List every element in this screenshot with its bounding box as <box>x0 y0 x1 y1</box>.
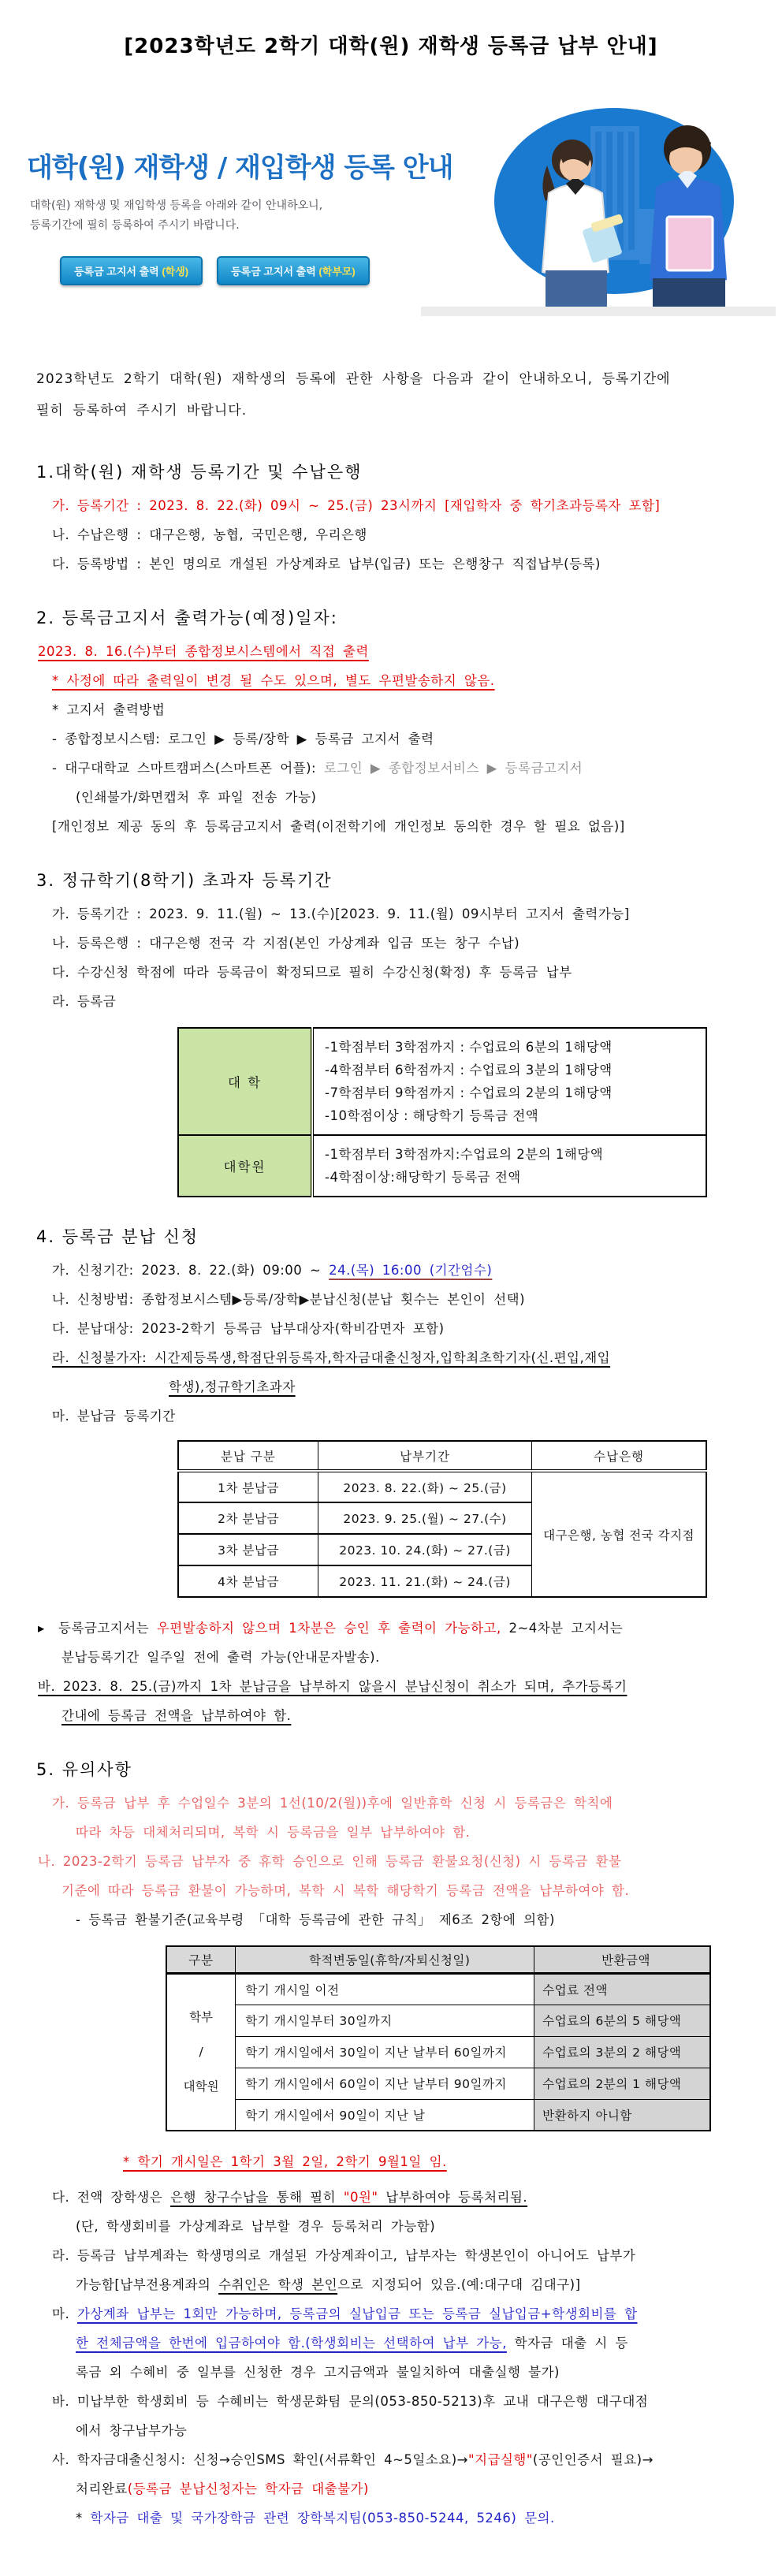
section5-item-ga-line1: 가. 등록금 납부 후 수업일수 3분의 1선(10/2(월))후에 일반휴학 신청 시 등록금은 학칙에 <box>52 1796 613 1811</box>
section2-smartcampus-note: (인쇄불가/화면캡처 후 파일 전송 가능) <box>76 790 317 805</box>
section4-bill-note-prefix: 등록금고지서는 <box>58 1621 157 1636</box>
section5-notes <box>0 2147 782 2533</box>
installment3-name: 3차 분납금 <box>178 1534 318 1565</box>
section5-virtual-prefix: 마. <box>52 2306 77 2321</box>
section2-heading: 2. 등록금고지서 출력가능(예정)일자: <box>36 609 338 627</box>
print-bill-parent-suffix: (학부모) <box>318 266 356 277</box>
tuition-univ-line1: -1학점부터 3학점까지 : 수업료의 6분의 1해당액 <box>325 1040 613 1055</box>
refund-row4-event: 학기 개시일에서 60일이 지난 날부터 90일까지 <box>236 2068 534 2099</box>
section5-item-ma-line3: 록금 외 수혜비 중 일부를 신청한 경우 고지금액과 불일치하여 대출실행 불가) <box>76 2365 560 2380</box>
installment1-period: 2023. 8. 22.(화) ~ 25.(금) <box>318 1471 531 1502</box>
section4-excluded-line2: 학생),정규학기초과자 <box>169 1379 296 1394</box>
section3-item-da: 다. 수강신청 학점에 따라 등록금이 확정되므로 필히 수강신청(확정) 후 등록금 납부 <box>52 965 572 980</box>
floor-strip <box>421 307 776 316</box>
section5-welfare-team-contact: 학자금 대출 및 국가장학금 관련 장학복지팀(053-850-5244, 5246) 문의. <box>90 2511 555 2526</box>
print-bill-student-suffix: (학생) <box>162 266 189 277</box>
banner-description-line1: 대학(원) 재학생 및 재입학생 등록을 아래와 같이 안내하오니, <box>30 199 323 212</box>
section5-account-prefix: 가능함[납부전용계좌의 <box>76 2277 219 2292</box>
section5-payee-underlined: 수취인은 학생 본인 <box>218 2277 338 2292</box>
section5-virtual-blue-line1: 가상계좌 납부는 1회만 가능하며, 등록금의 실납입금 또는 등록금 실납입금+학생회비를 합 <box>76 2306 638 2321</box>
section2-smartcampus-prefix: - 대구대학교 스마트캠퍼스(스마트폰 어플): <box>52 761 324 776</box>
section5-item-da-line2: (단, 학생회비를 가상계좌로 납부할 경우 등록처리 가능함) <box>76 2219 436 2234</box>
section4-item-ga <box>52 1256 782 1285</box>
print-bill-parent-button[interactable] <box>217 256 370 285</box>
section5-item-ra-line1: 라. 등록금 납부계좌는 학생명의로 개설된 가상계좌이고, 납부자는 학생본인이 아니어도 납부가 <box>52 2248 636 2263</box>
semester-start-note-text: * 학기 개시일은 1학기 3월 2일, 2학기 9월1일 임. <box>123 2154 447 2169</box>
section5-scholar-underlined <box>170 2190 527 2205</box>
semester-start-note <box>52 2147 782 2176</box>
installment4-name: 4차 분납금 <box>178 1565 318 1597</box>
refund-row5-amount: 반환하지 아니함 <box>534 2099 710 2131</box>
tuition-univ-line3: -7학점부터 9학점까지 : 수업료의 2분의 1해당액 <box>325 1085 613 1100</box>
banner-buttons <box>60 256 370 285</box>
section5-heading: 5. 유의사항 <box>36 1760 132 1779</box>
installment4-period: 2023. 11. 21.(화) ~ 24.(금) <box>318 1565 531 1597</box>
registration-banner <box>6 78 776 316</box>
print-bill-student-button[interactable] <box>60 256 203 285</box>
section2-items <box>0 637 782 841</box>
section2-smartcampus-steps: 로그인 ▶ 종합정보서비스 ▶ 등록금고지서 <box>323 761 583 776</box>
refund-row3-amount: 수업료의 3분의 2 해당액 <box>534 2036 710 2068</box>
installment-table <box>177 1440 707 1598</box>
section5-items <box>0 1789 782 1934</box>
section3-item-ra: 라. 등록금 <box>52 994 117 1009</box>
section5-virtual-black-line2: 학자금 대출 시 등 <box>506 2336 628 2351</box>
section2-privacy-note: [개인정보 제공 동의 후 등록금고지서 출력(이전학기에 개인정보 동의한 경우 할 필요 없음)] <box>52 819 625 834</box>
refund-header-group: 구분 <box>166 1946 236 1973</box>
section5-item-sa-line2 <box>52 2474 782 2503</box>
refund-group-line3: 대학원 <box>183 2079 219 2094</box>
section5-loan-restriction-red: (등록금 분납신청자는 학자금 대출불가) <box>127 2481 369 2496</box>
section2-print-caution: * 사정에 따라 출력일이 변경 될 수도 있으며, 별도 우편발송하지 않음. <box>52 673 495 688</box>
table-row <box>166 2005 710 2036</box>
refund-row4-amount: 수업료의 2분의 1 해당액 <box>534 2068 710 2099</box>
section5-item-na-line2: 기준에 따라 등록금 환불이 가능하며, 복학 시 복학 해당학기 등록금 전액을 납부하여야 함. <box>61 1883 630 1898</box>
banner-description <box>30 196 322 236</box>
section4-apply-deadline: 24.(목) 16:00 (기간엄수) <box>329 1263 493 1278</box>
section5-item-ra-line2 <box>52 2270 782 2299</box>
section4-item-ra-line2 <box>52 1372 782 1402</box>
section4-item-da: 다. 분납대상: 2023-2학기 등록금 납부대상자(학비감면자 포함) <box>52 1321 445 1336</box>
tuition-table <box>177 1027 707 1197</box>
section5-item-ga-line2: 따라 차등 대체처리되며, 복학 시 등록금을 일부 납부하여야 함. <box>76 1825 471 1840</box>
section5-star-note <box>52 2503 782 2533</box>
section5-scholar-suffix: 납부하여야 등록처리됨. <box>378 2190 528 2205</box>
banner-heading: 대학(원) 재학생 / 재입학생 등록 안내 <box>27 152 453 184</box>
section4-cancel-note-line1: 바. 2023. 8. 25.(금)까지 1차 분납금을 납부하지 않을시 분납신청이 취소가 되며, 추가등록기 <box>38 1679 627 1694</box>
section4-bill-note-suffix: 2~4차분 고지서는 <box>501 1621 624 1636</box>
section5-scholar-prefix: 다. 전액 장학생은 <box>52 2190 171 2205</box>
tuition-row-desc-university <box>312 1028 706 1135</box>
refund-row3-event: 학기 개시일에서 30일이 지난 날부터 60일까지 <box>236 2036 534 2068</box>
table-row <box>166 2036 710 2068</box>
intro-paragraph <box>36 363 758 426</box>
tuition-grad-line1: -1학점부터 3학점까지:수업료의 2분의 1해당액 <box>325 1147 604 1162</box>
installment2-period: 2023. 9. 25.(월) ~ 27.(수) <box>318 1502 531 1534</box>
section5-zero-won: "0원" <box>343 2190 378 2205</box>
refund-table <box>166 1945 711 2131</box>
banner-description-line2: 등록기간에 필히 등록하여 주시기 바랍니다. <box>30 219 240 232</box>
students-photo <box>484 91 776 316</box>
installment3-period: 2023. 10. 24.(화) ~ 27.(금) <box>318 1534 531 1565</box>
section5-item-ma-line2 <box>52 2328 782 2358</box>
section5-item-ba-line2: 에서 창구납부가능 <box>76 2423 188 2438</box>
section5-account-suffix: 으로 지정되어 있음.(예:대구대 김대구)] <box>337 2277 581 2292</box>
section5-item-ma-line1 <box>52 2299 782 2328</box>
section5-item-na-line1: 나. 2023-2학기 등록금 납부자 중 휴학 승인으로 인해 등록금 환불요청(신청) 시 등록금 환불 <box>38 1854 622 1869</box>
tuition-grad-line2: -4학점이상:해당학기 등록금 전액 <box>325 1170 521 1185</box>
section4-item-na: 나. 신청방법: 종합정보시스템▶등록/장학▶분납신청(분납 횟수는 본인이 선택) <box>52 1292 526 1307</box>
section4-item-ra-line1 <box>52 1343 782 1372</box>
tuition-row-desc-gradschool <box>312 1135 706 1197</box>
table-row <box>178 1471 706 1502</box>
table-row <box>166 2099 710 2131</box>
banner-illustration <box>484 91 776 316</box>
installment-bank: 대구은행, 농협 전국 각지점 <box>532 1471 706 1597</box>
section1-items <box>0 491 782 579</box>
tuition-row-label-university: 대 학 <box>178 1028 312 1135</box>
section5-loan-complete: 처리완료 <box>76 2481 128 2496</box>
table-header-row <box>166 1946 710 1973</box>
table-row <box>166 1973 710 2005</box>
section5-item-da-line1 <box>52 2183 782 2212</box>
asterisk-icon: * <box>76 2511 91 2526</box>
section4-items <box>0 1256 782 1431</box>
table-row <box>166 2068 710 2099</box>
section1-item-na: 나. 수납은행 : 대구은행, 농협, 국민은행, 우리은행 <box>52 527 367 542</box>
section5-loan-prefix: 사. 학자금대출신청시: 신청→승인SMS 확인(서류확인 4~5일소요)→ <box>52 2452 468 2467</box>
table-row <box>178 1135 706 1197</box>
section4-item-ma: 마. 분납금 등록기간 <box>52 1409 176 1424</box>
section5-loan-suffix: (공인인증서 필요)→ <box>532 2452 654 2467</box>
intro-line1: 2023학년도 2학기 대학(원) 재학생의 등록에 관한 사항을 다음과 같이 안내하오니, 등록기간에 <box>36 371 671 387</box>
refund-row1-amount: 수업료 전액 <box>534 1973 710 2005</box>
section3-item-na: 나. 등록은행 : 대구은행 전국 각 지점(본인 가상계좌 입금 또는 창구 수납) <box>52 936 520 951</box>
table-row <box>178 1028 706 1135</box>
triangle-bullet-icon: ▸ <box>38 1621 45 1636</box>
page-title: [2023학년도 2학기 대학(원) 재학생 등록금 납부 안내] <box>124 35 658 58</box>
refund-group-label <box>166 1973 236 2131</box>
section5-virtual-blue-line2: 한 전체금액을 한번에 입금하여야 함.(학생회비는 선택하여 납부 가능, <box>76 2336 507 2351</box>
section3-heading: 3. 정규학기(8학기) 초과자 등록기간 <box>36 871 333 890</box>
section5-scholar-mid: 은행 창구수납을 통해 필히 <box>170 2190 344 2205</box>
refund-group-line1: 학부 <box>189 2010 214 2025</box>
refund-group-line2: / <box>199 2045 203 2060</box>
section4-bill-note-red: 우편발송하지 않으며 1차분은 승인 후 출력이 가능하고, <box>156 1621 501 1636</box>
section5-loan-execute-red: "지급실행" <box>467 2452 533 2467</box>
section1-item-ga: 가. 등록기간 : 2023. 8. 22.(화) 09시 ~ 25.(금) 23시까지 [재입학자 중 학기초과등록자 포함] <box>52 498 661 513</box>
installment-header-type: 분납 구분 <box>178 1441 318 1471</box>
section4-apply-period-prefix: 가. 신청기간: 2023. 8. 22.(화) 09:00 ~ <box>52 1263 330 1278</box>
section5-refund-intro: - 등록금 환불기준(교육부령 「대학 등록금에 관한 규칙」 제6조 2항에 의함) <box>76 1912 555 1927</box>
tuition-row-label-gradschool: 대학원 <box>178 1135 312 1197</box>
section2-print-date: 2023. 8. 16.(수)부터 종합정보시스템에서 직접 출력 <box>38 644 369 659</box>
refund-row2-amount: 수업료의 6분의 5 해당액 <box>534 2005 710 2036</box>
section1-item-da: 다. 등록방법 : 본인 명의로 개설된 가상계좌로 납부(입금) 또는 은행창구 직접납부(등록) <box>52 557 601 571</box>
section4-notes <box>0 1614 782 1730</box>
tuition-univ-line2: -4학점부터 6학점까지 : 수업료의 3분의 1해당액 <box>325 1063 613 1078</box>
section4-item-ba-line2 <box>38 1701 782 1730</box>
section4-bill-note-line2: 분납등록기간 일주일 전에 출력 가능(안내문자발송). <box>61 1650 380 1665</box>
section4-item-ba-line1 <box>38 1672 782 1701</box>
installment1-name: 1차 분납금 <box>178 1471 318 1502</box>
refund-row5-event: 학기 개시일에서 90일이 지난 날 <box>236 2099 534 2131</box>
installment-header-period: 납부기간 <box>318 1441 531 1471</box>
section2-smartcampus-path <box>52 754 782 783</box>
table-header-row <box>178 1441 706 1471</box>
section3-items <box>0 899 782 1016</box>
section2-portal-path: - 종합정보시스템: 로그인 ▶ 등록/장학 ▶ 등록금 고지서 출력 <box>52 731 434 746</box>
section5-item-sa-line1 <box>52 2445 782 2474</box>
section1-heading: 1.대학(원) 재학생 등록기간 및 수납은행 <box>36 463 363 482</box>
section4-heading: 4. 등록금 분납 신청 <box>36 1227 199 1246</box>
installment-header-bank: 수납은행 <box>532 1441 706 1471</box>
tuition-univ-line4: -10학점이상 : 해당학기 등록금 전액 <box>325 1108 539 1123</box>
installment2-name: 2차 분납금 <box>178 1502 318 1534</box>
section4-excluded-line1: 라. 신청불가자: 시간제등록생,학점단위등록자,학자금대출신청자,입학최초학기자(신.편입,재입 <box>52 1350 611 1365</box>
refund-row1-event: 학기 개시일 이전 <box>236 1973 534 2005</box>
refund-row2-event: 학기 개시일부터 30일까지 <box>236 2005 534 2036</box>
refund-header-event: 학적변동일(휴학/자퇴신청일) <box>236 1946 534 1973</box>
intro-line2: 필히 등록하여 주시기 바랍니다. <box>36 403 248 419</box>
section3-item-ga: 가. 등록기간 : 2023. 9. 11.(월) ~ 13.(수)[2023. 9. 11.(월) 09시부터 고지서 출력가능] <box>52 906 630 921</box>
print-bill-student-label: 등록금 고지서 출력 <box>74 266 162 277</box>
section4-cancel-note-line2: 간내에 등록금 전액을 납부하여야 함. <box>61 1708 292 1723</box>
section4-bill-note-line1 <box>38 1614 782 1643</box>
section2-print-method-title: * 고지서 출력방법 <box>52 702 166 717</box>
print-bill-parent-label: 등록금 고지서 출력 <box>231 266 319 277</box>
section5-item-ba-line1: 바. 미납부한 학생회비 등 수혜비는 학생문화팀 문의(053-850-5213)후 교내 대구은행 대구대점 <box>52 2394 649 2409</box>
refund-header-amount: 반환금액 <box>534 1946 710 1973</box>
